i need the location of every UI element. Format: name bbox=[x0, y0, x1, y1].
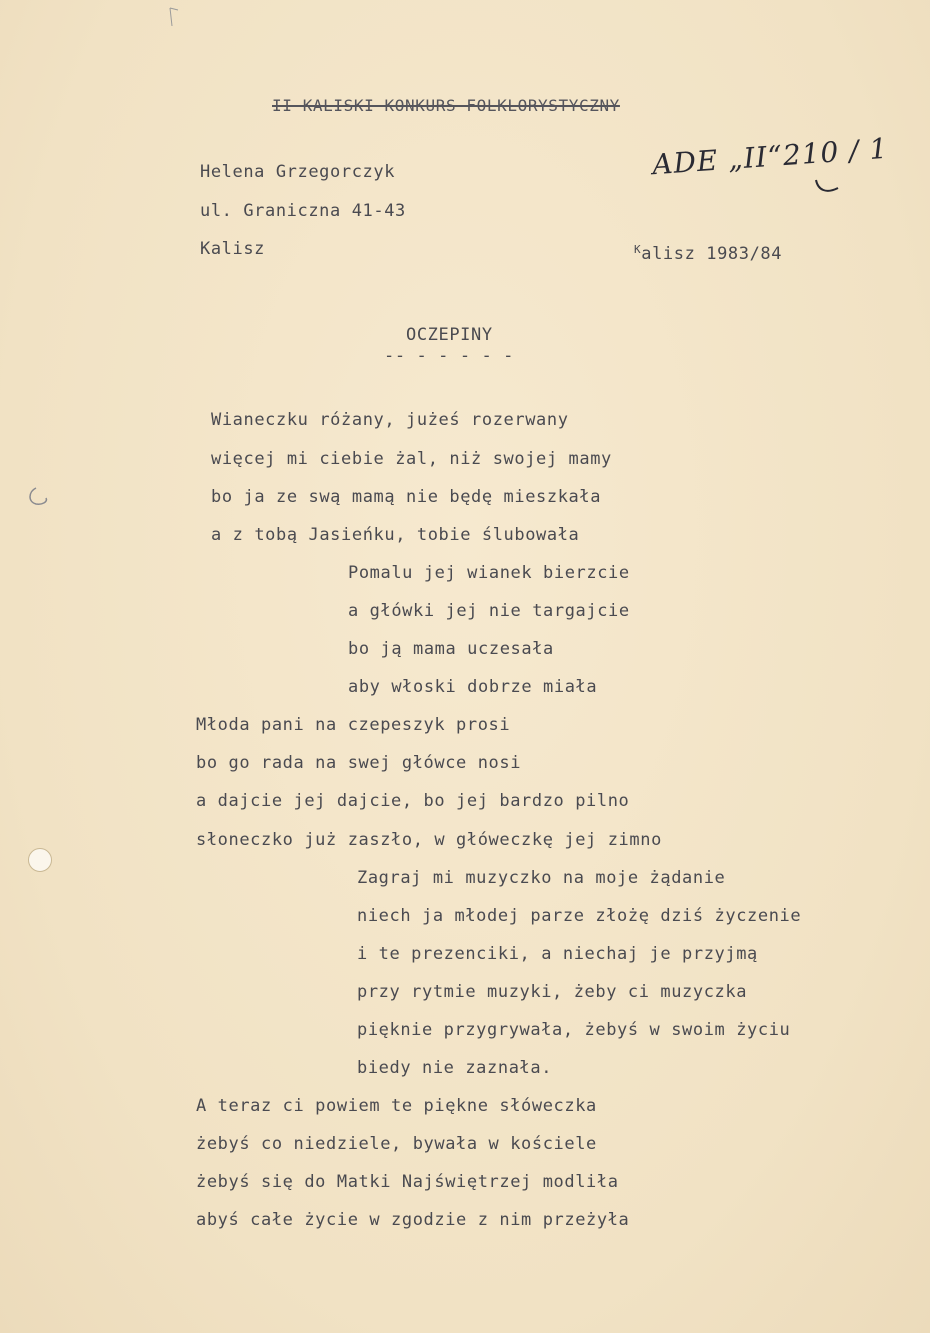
place-date-initial: K bbox=[634, 243, 642, 256]
poem-line: a dajcie jej dajcie, bo jej bardzo pilno bbox=[196, 791, 630, 811]
author-city: Kalisz bbox=[200, 239, 266, 259]
contest-title: II KALISKI KONKURS FOLKLORYSTYCZNY bbox=[272, 96, 620, 115]
poem-line: a główki jej nie targajcie bbox=[348, 601, 630, 621]
poem-line: Młoda pani na czepeszyk prosi bbox=[196, 715, 511, 735]
place-date-rest: alisz 1983/84 bbox=[641, 244, 783, 264]
author-street: ul. Graniczna 41-43 bbox=[200, 201, 406, 221]
poem-line: aby włoski dobrze miała bbox=[348, 677, 598, 697]
corner-mark bbox=[166, 6, 180, 28]
poem-line: biedy nie zaznała. bbox=[357, 1058, 553, 1078]
place-date bbox=[634, 240, 782, 264]
archive-mark: ADE „II“210 / 1 bbox=[651, 131, 890, 182]
punch-hole bbox=[28, 848, 52, 872]
poem-line: abyś całe życie w zgodzie z nim przeżyła bbox=[196, 1210, 630, 1230]
poem-line: i te prezenciki, a niechaj je przyjmą bbox=[357, 944, 758, 964]
poem-line: Zagraj mi muzyczko na moje żądanie bbox=[357, 868, 726, 888]
pencil-mark bbox=[22, 484, 52, 510]
poem-line: bo go rada na swej główce nosi bbox=[196, 753, 522, 773]
poem-line: niech ja młodej parze złożę dziś życzenie bbox=[357, 906, 802, 926]
poem-line: słoneczko już zaszło, w główeczkę jej zimno bbox=[196, 830, 662, 850]
poem-line: bo ją mama uczesała bbox=[348, 639, 554, 659]
poem-line: pięknie przygrywała, żebyś w swoim życiu bbox=[357, 1020, 791, 1040]
poem-line: żebyś co niedziele, bywała w kościele bbox=[196, 1134, 597, 1154]
poem-title-underline: -- - - - - - bbox=[384, 346, 515, 366]
archive-mark-hook bbox=[812, 176, 842, 200]
poem-line: przy rytmie muzyki, żeby ci muzyczka bbox=[357, 982, 748, 1002]
poem-line: więcej mi ciebie żal, niż swojej mamy bbox=[211, 449, 612, 469]
poem-line: A teraz ci powiem te piękne słóweczka bbox=[196, 1096, 597, 1116]
author-name: Helena Grzegorczyk bbox=[200, 162, 396, 182]
poem-line: bo ja ze swą mamą nie będę mieszkała bbox=[211, 487, 602, 507]
poem-title: OCZEPINY bbox=[406, 325, 493, 345]
poem-line: Wianeczku różany, jużeś rozerwany bbox=[211, 410, 569, 430]
poem-line: a z tobą Jasieńku, tobie ślubowała bbox=[211, 525, 580, 545]
poem-line: żebyś się do Matki Najświętrzej modliła bbox=[196, 1172, 619, 1192]
poem-line: Pomalu jej wianek bierzcie bbox=[348, 563, 630, 583]
